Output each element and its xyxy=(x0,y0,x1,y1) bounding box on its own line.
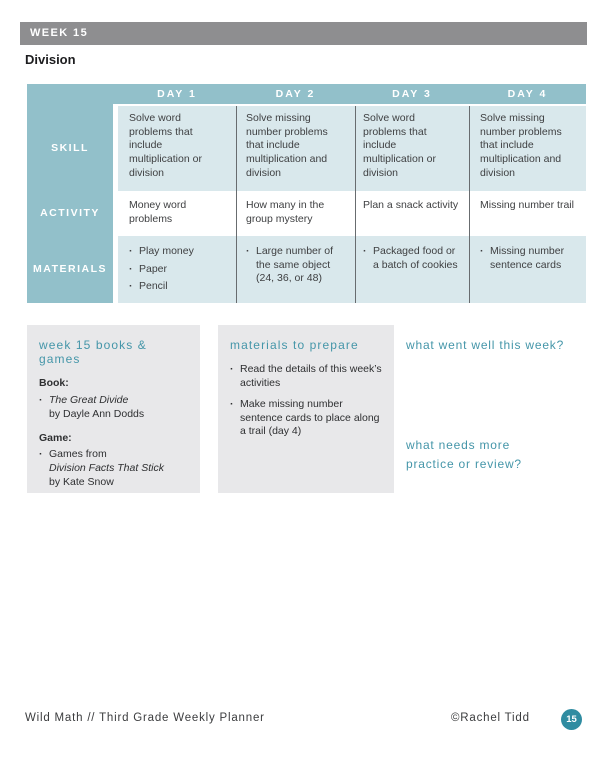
materials-row xyxy=(118,236,586,303)
question-needs-practice: what needs more practice or review? xyxy=(406,438,522,471)
materials-item: · Play money xyxy=(129,245,225,259)
book-item xyxy=(39,394,188,422)
footer-title: Wild Math // Third Grade Weekly Planner xyxy=(25,712,265,724)
column-header-day1: DAY 1 xyxy=(157,88,197,100)
materials-item: · Paper xyxy=(129,263,225,277)
activity-day1-cell: Money word problems xyxy=(129,199,187,225)
weekly-planner-table xyxy=(27,84,586,303)
game-item xyxy=(39,448,188,490)
activity-day4-cell: Missing number trail xyxy=(480,199,574,211)
column-divider xyxy=(355,106,356,303)
game-title: Division Facts That Stick xyxy=(49,462,164,475)
row-header-skill: SKILL xyxy=(51,142,89,154)
materials-item: · Missing number sentence cards xyxy=(480,245,576,272)
prepare-item: · Make missing number sentence cards to place along a trail (day 4) xyxy=(230,398,382,440)
game-author: by Kate Snow xyxy=(49,476,114,489)
column-divider xyxy=(236,106,237,303)
week-banner-label: WEEK 15 xyxy=(30,27,89,39)
book-entry xyxy=(39,377,188,422)
row-header-activity: ACTIVITY xyxy=(40,207,100,219)
activity-day2-cell: How many in the group mystery xyxy=(246,199,325,225)
materials-item: · Large number of the same object (24, 36, or 48) xyxy=(246,245,342,286)
book-label: Book: xyxy=(39,377,69,389)
materials-to-prepare-box xyxy=(218,325,394,493)
materials-item: · Packaged food or a batch of cookies xyxy=(363,245,459,272)
page-number-badge: 15 xyxy=(561,709,582,730)
materials-day1-cell xyxy=(118,236,235,303)
skill-day3-cell: Solve word problems that include multiplication or division xyxy=(363,112,436,179)
book-author: by Dayle Ann Dodds xyxy=(49,407,145,420)
materials-day4-cell xyxy=(469,236,586,303)
game-source: Games from xyxy=(49,448,107,461)
column-header-day3: DAY 3 xyxy=(392,88,432,100)
materials-day2-cell xyxy=(235,236,352,303)
game-label: Game: xyxy=(39,431,72,444)
skill-day4-cell: Solve missing number problems that include multiplication and division xyxy=(480,112,562,179)
week-banner xyxy=(20,22,587,45)
skill-day2-cell: Solve missing number problems that include multiplication and division xyxy=(246,112,328,179)
skill-row xyxy=(118,106,586,191)
books-and-games-heading: week 15 books & games xyxy=(39,338,147,366)
materials-item: · Pencil xyxy=(129,280,225,294)
activity-row xyxy=(118,193,586,234)
column-divider xyxy=(469,106,470,303)
footer-copyright: ©Rachel Tidd xyxy=(451,712,530,724)
books-and-games-box xyxy=(27,325,200,493)
question-went-well: what went well this week? xyxy=(406,338,565,352)
page-title: Division xyxy=(25,52,76,67)
activity-day3-cell: Plan a snack activity xyxy=(363,199,459,211)
materials-day3-cell xyxy=(352,236,469,303)
prepare-item: · Read the details of this week’s activities xyxy=(230,363,382,391)
row-header-materials: MATERIALS xyxy=(33,263,107,275)
book-title: The Great Divide xyxy=(49,393,129,406)
game-entry xyxy=(39,432,188,490)
column-header-day4: DAY 4 xyxy=(507,88,548,100)
materials-to-prepare-heading: materials to prepare xyxy=(230,338,359,352)
column-header-day2: DAY 2 xyxy=(275,88,316,100)
skill-day1-cell: Solve word problems that include multiplication or division xyxy=(129,112,202,179)
